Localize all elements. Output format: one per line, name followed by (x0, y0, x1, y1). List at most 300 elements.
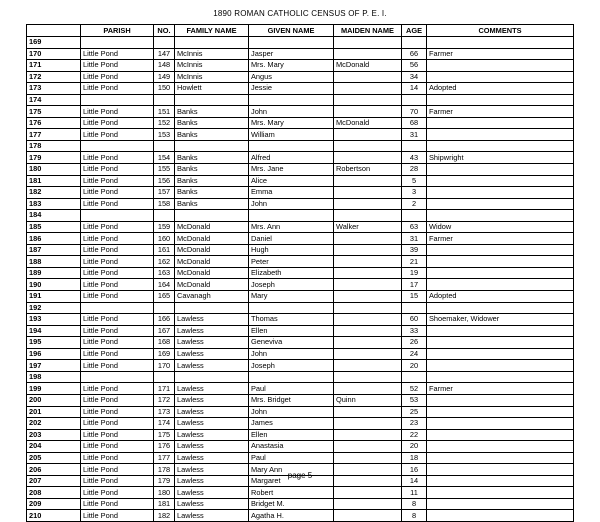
row-number-cell: 172 (27, 71, 81, 83)
age-cell (402, 94, 427, 106)
no-cell: 177 (154, 452, 175, 464)
given-name-cell: Joseph (249, 360, 334, 372)
given-name-cell: Agatha H. (249, 510, 334, 522)
parish-cell: Little Pond (81, 71, 154, 83)
row-number-cell: 182 (27, 187, 81, 199)
row-number-cell: 179 (27, 152, 81, 164)
maiden-name-cell (334, 175, 402, 187)
maiden-name-cell (334, 244, 402, 256)
header-age: AGE (402, 25, 427, 37)
family-name-cell: Lawless (175, 452, 249, 464)
given-name-cell: William (249, 129, 334, 141)
maiden-name-cell (334, 406, 402, 418)
given-name-cell: Mrs. Mary (249, 60, 334, 72)
given-name-cell (249, 140, 334, 152)
no-cell: 164 (154, 279, 175, 291)
age-cell: 25 (402, 406, 427, 418)
parish-cell: Little Pond (81, 256, 154, 268)
parish-cell (81, 94, 154, 106)
given-name-cell: Daniel (249, 233, 334, 245)
no-cell (154, 37, 175, 49)
family-name-cell: Lawless (175, 418, 249, 430)
parish-cell: Little Pond (81, 83, 154, 95)
comments-cell (427, 117, 574, 129)
family-name-cell (175, 371, 249, 383)
age-cell (402, 210, 427, 222)
age-cell: 11 (402, 487, 427, 499)
parish-cell: Little Pond (81, 198, 154, 210)
table-row (27, 117, 574, 129)
parish-cell: Little Pond (81, 464, 154, 476)
maiden-name-cell (334, 314, 402, 326)
table-row (27, 244, 574, 256)
table-row (27, 452, 574, 464)
comments-cell (427, 37, 574, 49)
maiden-name-cell (334, 210, 402, 222)
row-number-cell: 178 (27, 140, 81, 152)
no-cell: 162 (154, 256, 175, 268)
no-cell: 179 (154, 475, 175, 487)
parish-cell: Little Pond (81, 337, 154, 349)
age-cell: 18 (402, 452, 427, 464)
table-row (27, 60, 574, 72)
header-row-number (27, 25, 81, 37)
given-name-cell: Paul (249, 452, 334, 464)
table-row (27, 348, 574, 360)
parish-cell: Little Pond (81, 441, 154, 453)
family-name-cell: McInnis (175, 60, 249, 72)
family-name-cell: Lawless (175, 441, 249, 453)
table-row (27, 510, 574, 522)
age-cell (402, 302, 427, 314)
row-number-cell: 190 (27, 279, 81, 291)
table-row (27, 371, 574, 383)
no-cell (154, 94, 175, 106)
table-row (27, 256, 574, 268)
comments-cell (427, 210, 574, 222)
table-row (27, 221, 574, 233)
age-cell: 60 (402, 314, 427, 326)
given-name-cell: Ellen (249, 429, 334, 441)
parish-cell: Little Pond (81, 498, 154, 510)
maiden-name-cell (334, 140, 402, 152)
given-name-cell: Jessie (249, 83, 334, 95)
parish-cell: Little Pond (81, 164, 154, 176)
table-row (27, 106, 574, 118)
row-number-cell: 188 (27, 256, 81, 268)
row-number-cell: 177 (27, 129, 81, 141)
table-row (27, 406, 574, 418)
family-name-cell: McDonald (175, 267, 249, 279)
given-name-cell: Bridget M. (249, 498, 334, 510)
family-name-cell: Lawless (175, 383, 249, 395)
table-row (27, 37, 574, 49)
family-name-cell: Banks (175, 175, 249, 187)
table-row (27, 383, 574, 395)
given-name-cell: Alice (249, 175, 334, 187)
age-cell: 33 (402, 325, 427, 337)
age-cell: 8 (402, 510, 427, 522)
age-cell: 22 (402, 429, 427, 441)
row-number-cell: 198 (27, 371, 81, 383)
no-cell: 166 (154, 314, 175, 326)
no-cell: 180 (154, 487, 175, 499)
family-name-cell: McInnis (175, 48, 249, 60)
row-number-cell: 180 (27, 164, 81, 176)
given-name-cell: John (249, 406, 334, 418)
parish-cell: Little Pond (81, 475, 154, 487)
comments-cell (427, 60, 574, 72)
header-family-name: FAMILY NAME (175, 25, 249, 37)
parish-cell: Little Pond (81, 221, 154, 233)
maiden-name-cell: McDonald (334, 117, 402, 129)
row-number-cell: 199 (27, 383, 81, 395)
given-name-cell: Anastasia (249, 441, 334, 453)
age-cell: 28 (402, 164, 427, 176)
age-cell: 43 (402, 152, 427, 164)
table-row (27, 210, 574, 222)
age-cell: 15 (402, 291, 427, 303)
parish-cell: Little Pond (81, 244, 154, 256)
age-cell: 63 (402, 221, 427, 233)
comments-cell (427, 198, 574, 210)
given-name-cell: Peter (249, 256, 334, 268)
parish-cell (81, 140, 154, 152)
table-row (27, 279, 574, 291)
parish-cell: Little Pond (81, 48, 154, 60)
maiden-name-cell (334, 83, 402, 95)
given-name-cell: Joseph (249, 279, 334, 291)
given-name-cell: Alfred (249, 152, 334, 164)
family-name-cell: Lawless (175, 475, 249, 487)
no-cell: 161 (154, 244, 175, 256)
no-cell: 167 (154, 325, 175, 337)
family-name-cell: Lawless (175, 360, 249, 372)
no-cell: 157 (154, 187, 175, 199)
given-name-cell: Emma (249, 187, 334, 199)
family-name-cell: Lawless (175, 510, 249, 522)
parish-cell: Little Pond (81, 429, 154, 441)
age-cell: 16 (402, 464, 427, 476)
no-cell: 153 (154, 129, 175, 141)
age-cell: 14 (402, 83, 427, 95)
comments-cell (427, 371, 574, 383)
no-cell: 163 (154, 267, 175, 279)
table-row (27, 198, 574, 210)
age-cell: 39 (402, 244, 427, 256)
age-cell: 5 (402, 175, 427, 187)
age-cell: 2 (402, 198, 427, 210)
age-cell: 66 (402, 48, 427, 60)
family-name-cell: Banks (175, 164, 249, 176)
parish-cell: Little Pond (81, 187, 154, 199)
table-row (27, 314, 574, 326)
no-cell: 174 (154, 418, 175, 430)
maiden-name-cell (334, 371, 402, 383)
given-name-cell: Mrs. Bridget (249, 394, 334, 406)
family-name-cell: Lawless (175, 464, 249, 476)
no-cell: 158 (154, 198, 175, 210)
row-number-cell: 171 (27, 60, 81, 72)
age-cell: 56 (402, 60, 427, 72)
header-parish: PARISH (81, 25, 154, 37)
comments-cell (427, 394, 574, 406)
family-name-cell: Banks (175, 152, 249, 164)
given-name-cell (249, 94, 334, 106)
family-name-cell: Cavanagh (175, 291, 249, 303)
family-name-cell: Banks (175, 117, 249, 129)
comments-cell (427, 487, 574, 499)
comments-cell: Farmer (427, 106, 574, 118)
maiden-name-cell (334, 291, 402, 303)
maiden-name-cell (334, 510, 402, 522)
given-name-cell: Margaret (249, 475, 334, 487)
given-name-cell: Thomas (249, 314, 334, 326)
maiden-name-cell (334, 37, 402, 49)
age-cell (402, 37, 427, 49)
family-name-cell: McDonald (175, 256, 249, 268)
age-cell: 31 (402, 129, 427, 141)
comments-cell (427, 256, 574, 268)
table-row (27, 360, 574, 372)
given-name-cell: Paul (249, 383, 334, 395)
maiden-name-cell (334, 233, 402, 245)
maiden-name-cell (334, 302, 402, 314)
header-no: NO. (154, 25, 175, 37)
given-name-cell: Hugh (249, 244, 334, 256)
table-row (27, 337, 574, 349)
comments-cell (427, 267, 574, 279)
family-name-cell (175, 302, 249, 314)
maiden-name-cell (334, 452, 402, 464)
row-number-cell: 209 (27, 498, 81, 510)
given-name-cell: Geneviva (249, 337, 334, 349)
given-name-cell: Elizabeth (249, 267, 334, 279)
parish-cell: Little Pond (81, 291, 154, 303)
no-cell: 168 (154, 337, 175, 349)
table-row (27, 429, 574, 441)
comments-cell: Adopted (427, 83, 574, 95)
row-number-cell: 187 (27, 244, 81, 256)
maiden-name-cell (334, 348, 402, 360)
parish-cell (81, 371, 154, 383)
family-name-cell: McDonald (175, 233, 249, 245)
header-maiden-name: MAIDEN NAME (334, 25, 402, 37)
family-name-cell: Banks (175, 106, 249, 118)
parish-cell: Little Pond (81, 267, 154, 279)
no-cell: 149 (154, 71, 175, 83)
comments-cell (427, 129, 574, 141)
parish-cell: Little Pond (81, 129, 154, 141)
row-number-cell: 195 (27, 337, 81, 349)
maiden-name-cell (334, 152, 402, 164)
family-name-cell (175, 140, 249, 152)
document-title: 1890 ROMAN CATHOLIC CENSUS OF P. E. I. (213, 9, 387, 18)
age-cell: 20 (402, 441, 427, 453)
row-number-cell: 196 (27, 348, 81, 360)
parish-cell: Little Pond (81, 152, 154, 164)
row-number-cell: 189 (27, 267, 81, 279)
maiden-name-cell (334, 198, 402, 210)
parish-cell: Little Pond (81, 360, 154, 372)
age-cell: 23 (402, 418, 427, 430)
table-row (27, 94, 574, 106)
family-name-cell: Lawless (175, 406, 249, 418)
table-row (27, 498, 574, 510)
no-cell: 178 (154, 464, 175, 476)
family-name-cell: Lawless (175, 487, 249, 499)
age-cell: 3 (402, 187, 427, 199)
parish-cell: Little Pond (81, 314, 154, 326)
parish-cell: Little Pond (81, 348, 154, 360)
maiden-name-cell (334, 256, 402, 268)
comments-cell (427, 348, 574, 360)
comments-cell (427, 406, 574, 418)
comments-cell (427, 429, 574, 441)
maiden-name-cell (334, 71, 402, 83)
census-table (26, 24, 574, 522)
maiden-name-cell (334, 441, 402, 453)
parish-cell (81, 210, 154, 222)
comments-cell (427, 325, 574, 337)
family-name-cell: Lawless (175, 498, 249, 510)
no-cell: 154 (154, 152, 175, 164)
parish-cell: Little Pond (81, 106, 154, 118)
row-number-cell: 174 (27, 94, 81, 106)
parish-cell: Little Pond (81, 418, 154, 430)
given-name-cell: Ellen (249, 325, 334, 337)
parish-cell (81, 302, 154, 314)
given-name-cell: Robert (249, 487, 334, 499)
table-row (27, 187, 574, 199)
maiden-name-cell (334, 383, 402, 395)
parish-cell: Little Pond (81, 383, 154, 395)
no-cell (154, 302, 175, 314)
row-number-cell: 173 (27, 83, 81, 95)
family-name-cell: McDonald (175, 244, 249, 256)
family-name-cell: Banks (175, 198, 249, 210)
no-cell: 151 (154, 106, 175, 118)
no-cell: 172 (154, 394, 175, 406)
maiden-name-cell (334, 267, 402, 279)
given-name-cell: Mrs. Mary (249, 117, 334, 129)
comments-cell (427, 498, 574, 510)
table-row (27, 83, 574, 95)
parish-cell: Little Pond (81, 279, 154, 291)
given-name-cell: John (249, 106, 334, 118)
family-name-cell: McInnis (175, 71, 249, 83)
comments-cell (427, 175, 574, 187)
given-name-cell: Mary Ann (249, 464, 334, 476)
row-number-cell: 186 (27, 233, 81, 245)
row-number-cell: 200 (27, 394, 81, 406)
comments-cell (427, 71, 574, 83)
table-row (27, 71, 574, 83)
family-name-cell: Lawless (175, 348, 249, 360)
table-row (27, 152, 574, 164)
maiden-name-cell: Robertson (334, 164, 402, 176)
age-cell: 21 (402, 256, 427, 268)
no-cell: 173 (154, 406, 175, 418)
row-number-cell: 207 (27, 475, 81, 487)
age-cell: 52 (402, 383, 427, 395)
age-cell (402, 371, 427, 383)
census-table-body (27, 37, 574, 522)
no-cell: 171 (154, 383, 175, 395)
maiden-name-cell (334, 187, 402, 199)
table-row (27, 394, 574, 406)
no-cell: 156 (154, 175, 175, 187)
header-comments: COMMENTS (427, 25, 574, 37)
maiden-name-cell (334, 325, 402, 337)
no-cell: 169 (154, 348, 175, 360)
table-row (27, 48, 574, 60)
parish-cell: Little Pond (81, 452, 154, 464)
parish-cell: Little Pond (81, 406, 154, 418)
family-name-cell: Howlett (175, 83, 249, 95)
comments-cell (427, 302, 574, 314)
row-number-cell: 193 (27, 314, 81, 326)
row-number-cell: 197 (27, 360, 81, 372)
age-cell: 24 (402, 348, 427, 360)
row-number-cell: 185 (27, 221, 81, 233)
comments-cell (427, 360, 574, 372)
table-row (27, 302, 574, 314)
maiden-name-cell (334, 106, 402, 118)
age-cell: 8 (402, 498, 427, 510)
given-name-cell: Jasper (249, 48, 334, 60)
row-number-cell: 204 (27, 441, 81, 453)
no-cell (154, 371, 175, 383)
age-cell: 31 (402, 233, 427, 245)
comments-cell: Farmer (427, 233, 574, 245)
row-number-cell: 175 (27, 106, 81, 118)
table-row (27, 291, 574, 303)
comments-cell (427, 187, 574, 199)
comments-cell (427, 441, 574, 453)
given-name-cell: Mary (249, 291, 334, 303)
comments-cell (427, 244, 574, 256)
age-cell: 68 (402, 117, 427, 129)
row-number-cell: 210 (27, 510, 81, 522)
table-row (27, 267, 574, 279)
family-name-cell: Banks (175, 187, 249, 199)
row-number-cell: 184 (27, 210, 81, 222)
table-row (27, 325, 574, 337)
parish-cell: Little Pond (81, 510, 154, 522)
given-name-cell (249, 302, 334, 314)
family-name-cell: McDonald (175, 279, 249, 291)
no-cell: 148 (154, 60, 175, 72)
parish-cell: Little Pond (81, 487, 154, 499)
comments-cell (427, 452, 574, 464)
comments-cell (427, 418, 574, 430)
given-name-cell (249, 37, 334, 49)
comments-cell: Shoemaker, Widower (427, 314, 574, 326)
age-cell: 34 (402, 71, 427, 83)
no-cell: 165 (154, 291, 175, 303)
maiden-name-cell (334, 337, 402, 349)
comments-cell: Shipwright (427, 152, 574, 164)
no-cell: 150 (154, 83, 175, 95)
table-row (27, 418, 574, 430)
given-name-cell (249, 210, 334, 222)
given-name-cell: Mrs. Jane (249, 164, 334, 176)
age-cell (402, 140, 427, 152)
parish-cell: Little Pond (81, 117, 154, 129)
age-cell: 20 (402, 360, 427, 372)
family-name-cell (175, 210, 249, 222)
